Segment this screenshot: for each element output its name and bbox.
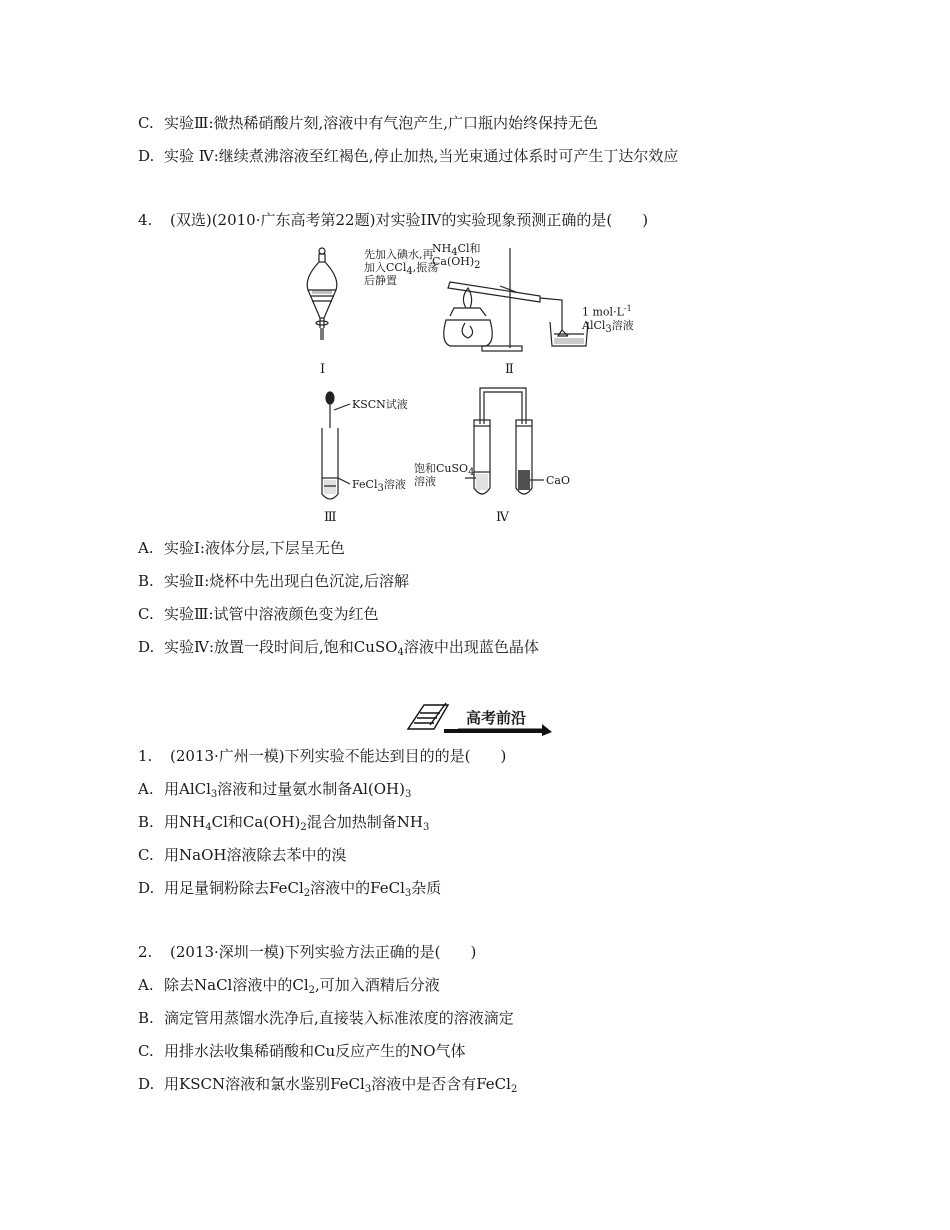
q4-option-d	[138, 637, 539, 657]
option-sub-1: 3	[210, 789, 218, 800]
option-sub-3: 3	[422, 822, 430, 833]
banner-title: 高考前沿	[466, 709, 527, 727]
figure-note-II-line3a: 1 mol·L	[582, 305, 624, 319]
figure-note-IV-line1	[414, 462, 475, 478]
option-label: D.	[138, 1075, 155, 1093]
option-label: D.	[138, 638, 155, 656]
option-text: 实验Ⅲ:微热稀硝酸片刻,溶液中有气泡产生,广口瓶内始终保持无色	[164, 114, 599, 132]
option-text-a: 用KSCN溶液和氯水鉴别FeCl	[164, 1075, 365, 1093]
option-sub-2: 3	[404, 888, 412, 899]
option-text: 实验Ⅲ:试管中溶液颜色变为红色	[164, 605, 379, 623]
figure-note-II-line3	[582, 302, 634, 319]
q2-option-d	[138, 1074, 517, 1094]
option-label: A.	[138, 976, 154, 994]
option-label: A.	[138, 539, 154, 557]
option-label: C.	[138, 1042, 154, 1060]
figure-note-II-line2a: Ca(OH)	[432, 255, 475, 268]
figure-note-II-line2-sub: 2	[474, 260, 481, 271]
figure-note-II-line4a: AlCl	[582, 318, 606, 332]
option-text-c: 杂质	[411, 879, 442, 897]
option-text: 实验Ⅰ:液体分层,下层呈无色	[164, 539, 345, 557]
figure-note-II-line1-sub: 4	[451, 247, 458, 258]
option-sub: 4	[397, 647, 404, 658]
option-text: 滴定管用蒸馏水洗净后,直接装入标准浓度的溶液滴定	[164, 1009, 514, 1027]
question-2-stem	[138, 942, 476, 962]
figure-note-II-line1a: NH	[432, 242, 452, 255]
option-text: 用排水法收集稀硝酸和Cu反应产生的NO气体	[164, 1042, 466, 1060]
question-1-stem	[138, 746, 506, 766]
option-label: C.	[138, 846, 154, 864]
question-number: 2.	[138, 943, 153, 961]
option-label: C.	[138, 605, 154, 623]
option-sub-1: 3	[364, 1084, 372, 1095]
figure-note-I-line2a: 加入CCl	[364, 261, 407, 274]
figure-note-IV-solid: CaO	[546, 474, 570, 487]
figure-note-IV-line1-sub: 4	[468, 467, 475, 478]
q4-option-b	[138, 571, 409, 591]
figure-note-III-line-a: FeCl	[352, 478, 378, 491]
option-label: B.	[138, 1009, 154, 1027]
figure-note-II-line1	[432, 242, 481, 258]
option-sub-1: 2	[303, 888, 311, 899]
question-text: (2013·深圳一模)下列实验方法正确的是( )	[170, 943, 477, 961]
option-text: 用NaOH溶液除去苯中的溴	[164, 846, 347, 864]
q2-option-b	[138, 1008, 514, 1028]
figure-note-III-sub: 3	[377, 483, 384, 494]
option-c	[138, 113, 598, 133]
figure-label-I: Ⅰ	[320, 362, 326, 377]
experiment-figure	[300, 238, 690, 538]
option-text-b: 溶液和过量氨水制备Al(OH)	[217, 780, 405, 798]
figure-note-III-solution	[352, 478, 406, 494]
option-label: B.	[138, 813, 154, 831]
option-text-b: 溶液中的FeCl	[310, 879, 405, 897]
question-text: (2013·广州一模)下列实验不能达到目的的是( )	[170, 747, 507, 765]
figure-note-II-reagents	[432, 242, 481, 271]
figure-note-III-line-b: 溶液	[383, 478, 406, 491]
option-label: B.	[138, 572, 154, 590]
figure-note-I-line2b: ,振荡	[412, 261, 439, 274]
option-text-b: Cl和Ca(OH)	[211, 813, 301, 831]
section-banner	[404, 699, 554, 737]
question-text: (双选)(2010·广东高考第22题)对实验ⅠⅣ的实验现象预测正确的是( )	[170, 211, 649, 229]
q1-option-d	[138, 878, 441, 898]
q2-option-a	[138, 975, 440, 995]
figure-label-III: Ⅲ	[324, 510, 337, 525]
option-label: D.	[138, 147, 155, 165]
figure-note-II-line4	[582, 318, 634, 335]
figure-note-II-line4b: 溶液	[611, 318, 634, 332]
q2-option-c	[138, 1041, 466, 1061]
option-text-b: 溶液中出现蓝色晶体	[403, 638, 539, 656]
figure-note-IV-solution	[414, 462, 474, 488]
figure-note-II-line2	[432, 255, 481, 271]
option-text-a: 用足量铜粉除去FeCl	[164, 879, 304, 897]
question-number: 1.	[138, 747, 153, 765]
q4-option-a	[138, 538, 345, 558]
experiment-apparatus-drawing	[300, 238, 690, 538]
question-4-stem	[138, 210, 648, 230]
option-text: 实验Ⅱ:烧杯中先出现白色沉淀,后溶解	[164, 572, 410, 590]
option-sub-1: 4	[205, 822, 212, 833]
figure-note-I-line2	[364, 261, 439, 277]
option-label: C.	[138, 114, 154, 132]
figure-label-IV: Ⅳ	[496, 510, 509, 525]
figure-label-II: Ⅱ	[505, 362, 514, 377]
q4-option-c	[138, 604, 379, 624]
figure-note-II-line3-sup: -1	[623, 304, 632, 313]
q1-option-a	[138, 779, 411, 799]
figure-note-III-reagent: KSCN试液	[352, 398, 408, 411]
figure-note-I-line1: 先加入碘水,再	[364, 248, 434, 261]
option-text-a: 用AlCl	[164, 780, 211, 798]
figure-note-II-solution	[582, 302, 634, 335]
figure-note-I	[364, 248, 438, 287]
option-sub-1: 2	[308, 985, 315, 996]
option-text-c: 混合加热制备NH	[306, 813, 423, 831]
option-text-a: 用NH	[164, 813, 206, 831]
figure-note-II-line4-sub: 3	[605, 323, 612, 335]
q1-option-c	[138, 845, 346, 865]
question-number: 4.	[138, 211, 153, 229]
option-text-a: 实验Ⅳ:放置一段时间后,饱和CuSO	[164, 638, 398, 656]
option-text-a: 除去NaCl溶液中的Cl	[164, 976, 309, 994]
option-sub-2: 2	[300, 822, 307, 833]
figure-note-II-line1b: Cl和	[457, 242, 481, 255]
option-label: A.	[138, 780, 154, 798]
option-label: D.	[138, 879, 155, 897]
q1-option-b	[138, 812, 429, 832]
figure-note-IV-line2: 溶液	[414, 475, 436, 488]
figure-note-I-line3: 后静置	[364, 274, 397, 287]
option-text-b: ,可加入酒精后分液	[315, 976, 440, 994]
figure-note-IV-line1a: 饱和CuSO	[414, 462, 469, 475]
option-sub-2: 3	[405, 789, 412, 800]
option-sub-2: 2	[510, 1084, 518, 1095]
option-text: 实验 Ⅳ:继续煮沸溶液至红褐色,停止加热,当光束通过体系时可产生丁达尔效应	[164, 147, 679, 165]
option-text-b: 溶液中是否含有FeCl	[371, 1075, 511, 1093]
option-d	[138, 146, 678, 166]
figure-note-I-line2-sub: 4	[406, 266, 413, 277]
